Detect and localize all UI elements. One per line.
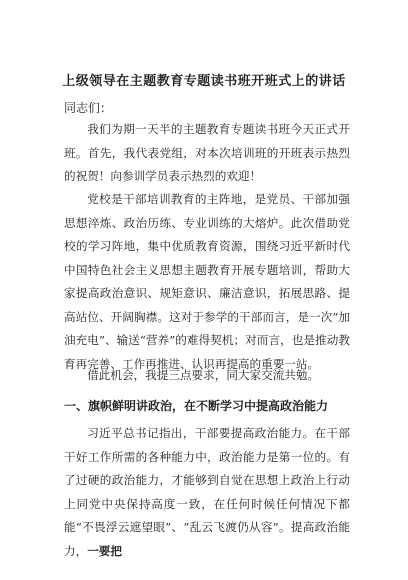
paragraph-requirements-intro: 借此机会，我提三点要求，同大家交流共勉。 [87, 368, 320, 382]
document-title: 上级领导在主题教育专题读书班开班式上的讲话 [62, 74, 346, 89]
paragraph-party-school: 党校是干部培训教育的主阵地，是党员、干部加强思想淬炼、政治历练、专业训练的大熔炉。此次借助党校的学习阵地，集中优质教育资源，围绕习近平新时代中国特色社会主义思想主题教育开展专题培训，帮助大家提高政治意识、规矩意识、廉洁意识，拓展思路、提高站位、开阔胸襟。这对于参学的干部而言，是一次“加油充电”、输送“营养”的难得契机；对而言，也是推动教育再完善、工作再推进、认识再提高的重要一站。 [64, 192, 350, 371]
salutation: 同志们： [64, 101, 113, 115]
paragraph-section-1 [64, 422, 350, 563]
paragraph-section-1-text: 习近平总书记指出，干部要提高政治能力。在干部干好工作所需的各种能力中，政治能力是第一位的。有了过硬的政治能力，才能够到自觉在思想上政治上行动上同党中央保持高度一致，在任何时候任何情况下都能“不畏浮云遮望眼”、“乱云飞渡仍从容”。提高政治能力， [64, 426, 350, 558]
paragraph-opening: 我们为期一天半的主题教育专题读书班今天正式开班。首先，我代表党组，对本次培训班的开班表示热烈的祝贺！向参训学员表示热烈的欢迎！ [64, 122, 350, 183]
paragraph-section-1-bold-tail: 一要把 [87, 543, 122, 558]
section-heading-1: 一、旗帜鲜明讲政治，在不断学习中提高政治能力 [64, 399, 329, 413]
